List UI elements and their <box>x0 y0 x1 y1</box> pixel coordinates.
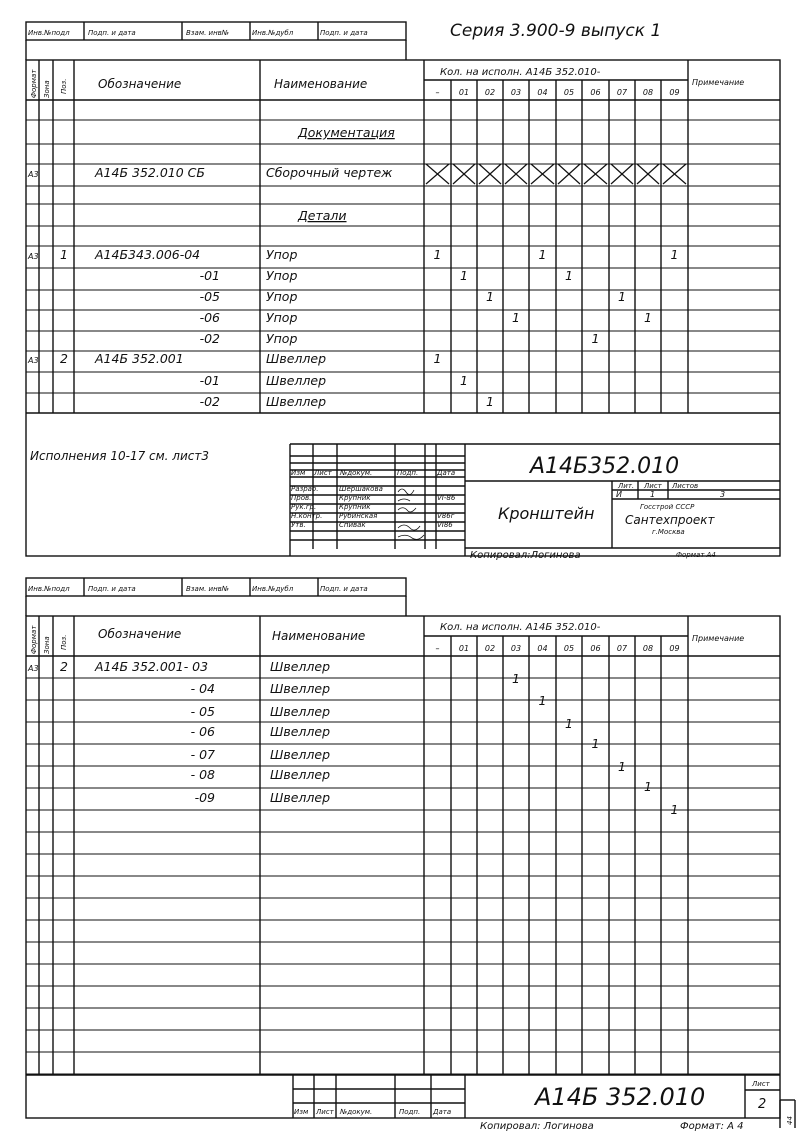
tb1-lit-val: И <box>616 490 622 499</box>
row-designation: -01 <box>199 268 220 283</box>
row-format: А3 <box>28 356 39 365</box>
row2-designation: - 05 <box>190 704 215 719</box>
row-name: Швеллер <box>266 394 327 409</box>
qty2-col-7: 07 <box>616 644 628 653</box>
row2-name: Швеллер <box>270 747 331 762</box>
qty-cell: 1 <box>670 247 679 262</box>
row2-designation: - 04 <box>190 681 215 696</box>
tb1-role: Утв. <box>291 521 306 529</box>
tb1-role: Рук.гр. <box>291 503 317 511</box>
row-format: А3 <box>28 170 39 179</box>
stamp2-inv-podl: Инв.№подл <box>28 585 70 593</box>
row-name: Упор <box>266 247 298 262</box>
hdr2-zone: Зона <box>43 636 51 654</box>
row-designation: -02 <box>199 394 220 409</box>
qty2-cell: 1 <box>670 802 679 817</box>
row-name: Швеллер <box>266 373 327 388</box>
tb2-doc: №докум. <box>340 1108 373 1116</box>
tb1-izm: Изм <box>291 469 306 477</box>
qty-cell: 1 <box>565 268 573 283</box>
tb1-person: Рубинская <box>339 512 378 520</box>
series-header: Серия 3.900-9 выпуск 1 <box>450 21 662 41</box>
tb2-sheet-val: 2 <box>758 1097 767 1112</box>
section-title: Документация <box>298 125 395 140</box>
row-designation: А14Б 352.010 СБ <box>95 165 205 180</box>
qty-cell: 1 <box>618 289 626 304</box>
row-name: Упор <box>266 310 298 325</box>
row2-designation: -09 <box>194 790 215 805</box>
qty-cell: 1 <box>644 310 652 325</box>
row2-name: Швеллер <box>270 704 331 719</box>
row-designation: А14Б343.006-04 <box>95 247 201 262</box>
qty-col-4: 04 <box>537 88 548 97</box>
row-format: А3 <box>28 252 39 261</box>
qty-col-1: 01 <box>458 88 470 97</box>
edge-mark: 44 <box>786 1116 794 1125</box>
qty2-cell: 1 <box>644 779 652 794</box>
stamp-inv-podl: Инв.№подл <box>28 29 70 37</box>
hdr-note: Примечание <box>692 78 745 87</box>
row-designation: -06 <box>199 310 220 325</box>
qty-cell: 1 <box>460 268 468 283</box>
tb2-date: Дата <box>433 1108 452 1116</box>
tb1-person: Спивак <box>339 521 366 529</box>
qty-cell: 1 <box>538 247 547 262</box>
row2-format: А3 <box>28 664 39 673</box>
row-name: Упор <box>266 331 298 346</box>
tb1-sheets-val: 3 <box>720 490 726 499</box>
tb1-role: Н.контр. <box>291 512 323 520</box>
qty-col-3: 03 <box>510 88 522 97</box>
row2-designation: А14Б 352.001- 03 <box>95 659 209 674</box>
row2-designation: - 06 <box>190 724 215 739</box>
stamp2-podp-data: Подп. и дата <box>88 585 136 593</box>
tb1-sheet-val: 1 <box>650 490 656 499</box>
tb1-lit: Лит. <box>618 482 635 490</box>
tb1-format: Формат А4 <box>676 551 716 559</box>
tb2-podp: Подп. <box>399 1108 421 1116</box>
row-pos: 1 <box>60 247 68 262</box>
qty-cell: 1 <box>433 247 442 262</box>
hdr2-qty-title: Кол. на исполн. А14Б 352.010- <box>440 622 601 633</box>
qty-col-0: – <box>435 88 440 97</box>
tb2-doc-number: А14Б 352.010 <box>535 1083 706 1111</box>
row2-designation: - 08 <box>190 767 215 782</box>
qty2-cell: 1 <box>538 693 547 708</box>
hdr2-format: Формат <box>30 625 38 654</box>
tb1-role: Разраб. <box>291 485 319 493</box>
qty-col-8: 08 <box>642 88 654 97</box>
qty-cell: 1 <box>486 289 494 304</box>
row-name: Сборочный чертеж <box>266 165 393 180</box>
row-name: Упор <box>266 289 298 304</box>
qty-col-7: 07 <box>616 88 628 97</box>
qty2-col-8: 08 <box>642 644 654 653</box>
row-designation: А14Б 352.001 <box>95 351 184 366</box>
hdr-qty-title: Кол. на исполн. А14Б 352.010- <box>440 67 601 78</box>
tb1-person: Крупник <box>339 503 371 511</box>
qty2-col-3: 03 <box>510 644 522 653</box>
row-designation: -05 <box>199 289 220 304</box>
title-block-1 <box>291 454 725 561</box>
qty-cell: 1 <box>591 331 600 346</box>
qty-col-2: 02 <box>484 88 496 97</box>
qty2-col-2: 02 <box>484 644 496 653</box>
hdr2-note: Примечание <box>692 634 745 643</box>
stamp-podp-data: Подп. и дата <box>88 29 136 37</box>
qty-cell: 1 <box>433 351 442 366</box>
tb1-org1: Госстрой СССР <box>640 503 695 511</box>
row2-name: Швеллер <box>270 681 331 696</box>
tb2-copied: Копировал: Логинова <box>480 1121 594 1132</box>
qty2-cell: 1 <box>591 736 600 751</box>
row2-name: Швеллер <box>270 767 331 782</box>
row2-name: Швеллер <box>270 659 331 674</box>
title-block-2 <box>294 1080 794 1132</box>
tb1-title: Кронштейн <box>498 504 595 523</box>
row-pos: 2 <box>60 351 68 366</box>
row2-pos: 2 <box>60 659 68 674</box>
stamp2-vzam: Взам. инв№ <box>186 585 230 593</box>
qty-cell: 1 <box>460 373 468 388</box>
hdr2-name: Наименование <box>272 629 366 643</box>
qty2-col-6: 06 <box>590 644 601 653</box>
tb1-podp: Подп. <box>397 469 419 477</box>
row-name: Упор <box>266 268 298 283</box>
tb1-doc-number: А14Б352.010 <box>530 454 680 479</box>
tb1-date-val: VI-86 <box>437 494 456 502</box>
note-executions: Исполнения 10-17 см. лист3 <box>30 449 209 463</box>
tb2-sheet-label: Лист <box>752 1080 770 1088</box>
tb1-role: Пров. <box>291 494 312 502</box>
stamp2-inv-dubl: Инв.№дубл <box>252 585 294 593</box>
qty2-cell: 1 <box>565 716 573 731</box>
tb2-list: Лист <box>316 1108 334 1116</box>
stamp-inv-dubl: Инв.№дубл <box>252 29 294 37</box>
row2-name: Швеллер <box>270 724 331 739</box>
tb1-list: Лист <box>314 469 332 477</box>
qty2-col-9: 09 <box>669 644 680 653</box>
qty-col-6: 06 <box>590 88 601 97</box>
stamp-vzam: Взам. инв№ <box>186 29 230 37</box>
tb2-format: Формат: А 4 <box>680 1121 744 1132</box>
row2-name: Швеллер <box>270 790 331 805</box>
tb1-sheet: Лист <box>644 482 662 490</box>
qty-col-5: 05 <box>563 88 575 97</box>
tb1-org3: г.Москва <box>652 528 685 536</box>
tb1-date: Дата <box>437 469 456 477</box>
tb1-sheets: Листов <box>672 482 699 490</box>
row-name: Швеллер <box>266 351 327 366</box>
hdr2-pos: Поз. <box>60 634 68 650</box>
qty2-col-1: 01 <box>458 644 470 653</box>
hdr-name: Наименование <box>274 77 368 91</box>
tb1-person: Шершакова <box>339 485 383 493</box>
hdr-designation: Обозначение <box>98 77 182 91</box>
hdr-pos: Поз. <box>60 78 68 94</box>
stamp2-podp-data-2: Подп. и дата <box>320 585 368 593</box>
section-title: Детали <box>298 208 347 223</box>
qty2-cell: 1 <box>618 759 626 774</box>
tb1-person: Крупник <box>339 494 371 502</box>
tb1-copied: Копировал:Логинова <box>470 550 581 561</box>
tb1-doc: №докум. <box>340 469 373 477</box>
tb1-org2: Сантехпроект <box>625 513 715 527</box>
qty-cell: 1 <box>486 394 494 409</box>
qty2-col-4: 04 <box>537 644 548 653</box>
tb1-date-val: VI86 <box>437 521 453 529</box>
row-designation: -01 <box>199 373 220 388</box>
stamp-podp-data-2: Подп. и дата <box>320 29 368 37</box>
tb2-izm: Изм <box>294 1108 309 1116</box>
tb1-date-val: V86г <box>437 512 455 520</box>
qty-cell: 1 <box>512 310 520 325</box>
row2-designation: - 07 <box>190 747 215 762</box>
qty2-cell: 1 <box>512 671 520 686</box>
qty-col-9: 09 <box>669 88 680 97</box>
hdr-zone: Зона <box>43 80 51 98</box>
qty2-col-0: – <box>435 644 440 653</box>
row-designation: -02 <box>199 331 220 346</box>
qty2-col-5: 05 <box>563 644 575 653</box>
hdr-format: Формат <box>30 69 38 98</box>
hdr2-designation: Обозначение <box>98 627 182 641</box>
